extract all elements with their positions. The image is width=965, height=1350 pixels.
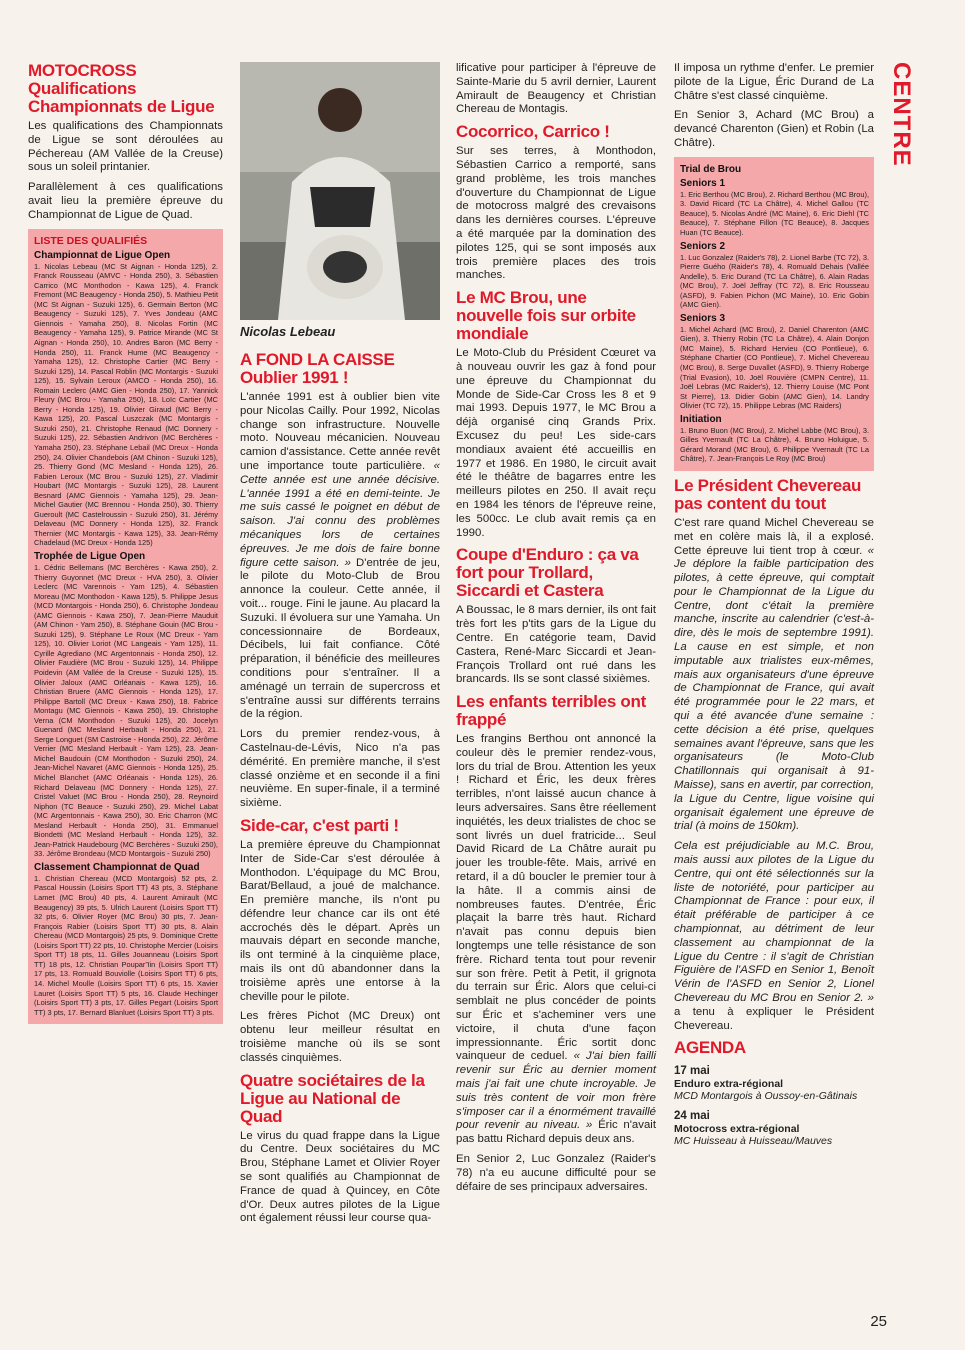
list-seniors-1: 1. Eric Berthou (MC Brou), 2. Richard Berthou (MC Brou), 3. David Ricard (TC La Châtre), 4. Michel Gallou (TC Beauce), 5. Nicolas André (MC Maine), 6. Eric Diehl (TC Beauce), 7. Stéphane Fillon (TC Beauce), 8. Jacques Huan (TC Beauce). [680,189,869,237]
list-seniors-2: 1. Luc Gonzalez (Raider's 78), 2. Lionel Barbe (TC 72), 3. Pierre Guého (Raider's 78), 4. Romuald Dehais (Vallée Andelle), 5. Eric Durand (TC La Châtre), 6. Alain Radas (MC Brou), 7. Joël Jeffray (TC 72), 8. Eric Rousseau (ASFD), 9. Fabien Pichon (MC Maine), 10. Eric Gobin (AMC Gien). [680,252,869,310]
subtitle-trophee: Trophée de Ligue Open [34,550,146,562]
list-open: 1. Nicolas Lebeau (MC St Aignan - Honda 125), 2. Franck Rousseau (AMVC - Honda 250), 3. Sébastien Carrico (MC Monthodon - Kawa 125), 4. Franck Fremont (MC Beaugency - Honda 250), 5. Mathieu Petit (MC St Aignan - Suzuki 125), 6. Germain Berton (MC Beaugency - Suzuki 125), 7. Yves Jondeau (AMC Giennois - Yamaha 250), 8. Nicolas Fortin (MC Beaugency - Yamaha 125), 9. Patrice Mirande (MC St Aignan - Honda 250), 10. Andres Baron (MC Berry - Honda 250), 11. Franck Hume (MC Beaugency - Yamaha 125), 12. Christophe Cartier (MC Berry - Suzuki 125), 14. Pascal Roblin (MC Montargis - Suzuki 125), 15. Sylvain Leroux (AMCO - Honda 250), 16. Romain Leclerc (AMC Gien - Honda 250), 17. Yannick Fleury (MC Brou - Yamaha 250), 18. Loïc Cartier (MC Berry - Honda 125), 19. Olivier Giraud (MC Berry - Kawa 125), 20. Pascal Luszczak (MC Montargis - Suzuki 250), 21. Christophe Renaud (MC Donnery - Suzuki 125), 22. Sébastien Andrivon (MC Berchères - Yamaha 250), 23. Stéphane Lebail (MC Dreux - Honda 250), 24. Olivier Chandebois (AM Chinon - Suzuki 125), 25. Thierry Gond (MC Mesland - Honda 125), 26. Fabien Leroux (MC Brou - Suzuki 125), 27. Vladimir Houbart (MC Montargis - Suzuki 125), 28. Laurent Besnard (AMC Giennois - Yamaha 125), 29. Jean-Michel Gautier (MC Brennou - Honda 250), 30. Thierry Gueroult (MC Castelroussin - Suzuki 250), 31. Jérémy Delaveau (MC Donnery - Honda 125), 32. Franck Thernier (MC Montargis - Kawa 125), 33. Jean-Rémy Chadelaud (MC Dreux - Honda 125) [34,261,218,548]
paragraph [674,840,874,1033]
paragraph: En Senior 2, Luc Gonzalez (Raider's 78) n'a eu aucune difficulté pour se défaire de ses principaux adversaires. [456,1153,656,1193]
paragraph [456,733,656,1147]
subtitle-seniors-2: Seniors 2 [680,240,726,252]
column-1 [28,62,223,1030]
column-4 [674,62,874,1151]
article-title-quad: Quatre sociétaires de la Ligue au National de Quad [240,1070,425,1126]
quote-span: « Cette année est une année décisive. L'année 1991 a été en demi-teinte. Je me suis cassé le poignet en début de saison. J'ai connu des problèmes mécaniques lors de certaines épreuves. Je me dois de faire bonne figure cette saison. » [240,459,440,569]
paragraph: En Senior 3, Achard (MC Brou) a devancé Charenton (Gien) et Robin (La Châtre). [674,109,874,149]
column-2 [240,62,440,1232]
agenda-date: 17 mai [674,1065,710,1078]
article-title-fond-caisse: A FOND LA CAISSE Oublier 1991 ! [240,350,395,387]
subtitle-open: Championnat de Ligue Open [34,249,171,261]
subtitle-seniors-1: Seniors 1 [680,177,726,189]
paragraph: La première épreuve du Championnat Inter de Side-Car s'est déroulée à Monthodon. L'équipage du MC Brou, Barat/Bellaud, a joué de malchance. En première manche, ils n'ont pu défendre leur chance car ils ont été accrochés dès le départ. Après un mauvais départ en seconde manche, ils ont terminé à la cinquième place, mais ils ont dû abandonner dans la troisième après une entorse à la cheville pour le pilote. [240,838,440,1003]
text-span: C'est rare quand Michel Chevereau se met en colère mais là, il a explosé. Cette épreuve lui tient trop à cœur. [674,516,874,557]
subtitle-quad: Classement Championnat de Quad [34,861,200,873]
list-seniors-3: 1. Michel Achard (MC Brou), 2. Daniel Charenton (AMC Gien), 3. Thierry Robin (TC La Châtre), 4. Alain Donjon (MC Maine), 5. Richard Hervieu (CO Pontlieue), 6. Stéphane Chartier (CO Pontlieue), 7. Michel Chevereau (MC Brou), 8. Serge Duvallet (ASFD), 9. Thierry Roberge (Trial Evasion), 10. Joël Rouvière (CMPN Centre), 11. Joël Lebras (MC Raider's), 12. Thierry Louise (MC Pont St Pierre), 13. Didier Gobin (AMC Gien), 14. Landry Olivier (TC 72), 15. Philippe Lebras (MC Raiders) [680,324,869,411]
article-title-mc-brou: Le MC Brou, une nouvelle fois sur orbite mondiale [456,288,636,344]
agenda-item [674,1065,874,1102]
article-title-president: Le Président Chevereau pas content du tout [674,475,862,513]
agenda-date: 24 mai [674,1110,710,1123]
text-span: D'entrée de jeu, le pilote du Moto-Club de Brou annonce la couleur. Cette année, il voit... rouge. Fini le jaune. Au placard la Suzuki. Il évoluera sur une Yamaha. Un concessionnaire de Bordeaux, Décibels, lui fait confiance. Côté préparation, il bénéficie des meilleures conditions pour s'entraîner. Il a aménagé un terrain de supercross et s'entraîne aussi sur différents terrains de la région. [240,556,440,721]
agenda-item [674,1110,874,1147]
article-title-enduro: Coupe d'Enduro : ça va fort pour Trollard, Siccardi et Castera [456,545,639,601]
text-span: a tenu à expliquer le Président Chevereau. [674,1005,874,1032]
quote-span: « J'ai bien failli revenir sur Éric au dernier moment mais j'ai fait une chute incroyable. Je suis très content de voir mon frère s'imposer car il a énormément travaillé pour revenir au niveau. » [456,1050,656,1132]
intro-paragraph-2: Parallèlement à ces qualifications avait lieu la première épreuve du Championnat de Ligue de Quad. [28,181,223,221]
box-title: Trial de Brou [680,163,742,175]
section-title: CENTRE [888,62,915,167]
rider-photo [240,62,440,320]
column-3 [456,62,656,1200]
text-span: Éric n'avait pas battu Richard depuis deux ans. [456,1119,656,1146]
agenda-title: AGENDA [674,1038,746,1058]
paragraph: Il imposa un rythme d'enfer. Le premier pilote de la Ligue, Éric Durand de La Châtre s'est classé cinquième. [674,62,874,102]
article-title-enfants: Les enfants terribles ont frappé [456,692,646,730]
list-initiation: 1. Bruno Buon (MC Brou), 2. Michel Labbe (MC Brou), 3. Gilles Yvernault (TC La Châtre), 4. Bruno Holuigue, 5. Gérard Morand (MC Brou), 6. Philippe Yvernault (TC La Châtre), 7. Jean-François Le Roy (MC Brou) [680,425,869,464]
article-title-motocross: MOTOCROSS Qualifications Championnats de Ligue [28,61,215,116]
agenda-place: MCD Montargois à Oussoy-en-Gâtinais [674,1090,858,1103]
page-number: 25 [870,1313,887,1330]
paragraph: A Boussac, le 8 mars dernier, ils ont fait très fort les p'tits gars de la Ligue du Centre. En catégorie team, David Castera, René-Marc Siccardi et Jean-François Trollard ont rué dans les brancards. Ils se sont classé sixièmes. [456,604,656,686]
quote-span: « Je déplore la faible participation des pilotes, à cette épreuve, qui comptait pour le Championnat de la Ligue du Centre, dont c'était la première manche, inscrite au calendrier (c'est-à-dire, dès le mois de septembre 1991). La cause en est simple, et non imputable aux trialistes eux-mêmes, mais aux organisateurs d'une épreuve de Championnat de France, qui avait été programmée pour le 22 mars, et qui a été avancée d'une semaine : cette décision a été prise, quelques semaines avant l'épreuve, sans que les organisateurs (le Moto-Club Chatillonnais qui organisait à 91-Maisse), sans en avertir, par correction, la Ligue du Centre, ligue voisine qui organisait également une épreuve de trial (à moins de 150km). [674,544,874,833]
article-title-side-car: Side-car, c'est parti ! [240,815,399,835]
paragraph [240,391,440,722]
paragraph: Le virus du quad frappe dans la Ligue du Centre. Deux sociétaires du MC Brou, Stéphane Lamet et Olivier Royer se sont qualifiés au Championnat de France de quad à Quincey, en Côte d'Or. Deux autres pilotes de la Ligue ont également réussi leur course qua- [240,1129,440,1225]
text-span: L'année 1991 est à oublier bien vite pour Nicolas Cailly. Pour 1992, Nicolas change son infrastructure. Nouvelle moto. Nouveau mécanicien. Nouveau camion d'assistance. Cette année revêt une importance toute particulière. [240,391,440,472]
paragraph: lificative pour participer à l'épreuve de Sainte-Marie du 5 avril dernier, Laurent Amirault de Beaugency et Christian Chereau de Montagis. [456,62,656,116]
text-span: Les frangins Berthou ont annoncé la couleur dès le premier rendez-vous, lors du trial de Brou. Attention les yeux ! Richard et Éric, les deux frères terribles, n'ont laissé aucun chance à leurs adversaires. Sans être réellement inquiétés, les deux trialistes de choc se sont livrés un duel fratricide... Seul David Ricard de La Châtre aurait pu jouer les trouble-fête. Mais, arrivé en retard, il a dû boucler le premier tour à la hâte. Il a commis ainsi de nombreuses fautes. D'entrée, Éric plaçait la barre très haut. Richard n'avait pas connu depuis bien longtemps une telle résistance de son frère. Richard tenta tout pour revenir sur son frère. Petit à Petit, il grignota du terrain sur Éric. Alors que celui-ci semblait ne plus concéder de points sur Éric et s'acheminer vers une victoire, il chuta d'une façon impressionnante. Éric sortit donc vainqueur de ceduel. [456,733,656,1063]
paragraph [674,517,874,834]
subtitle-initiation: Initiation [680,413,722,425]
box-title: LISTE DES QUALIFIÉS [34,234,148,247]
subtitle-seniors-3: Seniors 3 [680,312,726,324]
agenda-place: MC Huisseau à Huisseau/Mauves [674,1135,833,1148]
rider-illustration [240,62,440,320]
trial-results-box [674,157,874,471]
article-title-cocorrico: Cocorrico, Carrico ! [456,122,610,142]
agenda-event: Enduro extra-régional [674,1078,784,1091]
quote-span: Cela est préjudiciable au M.C. Brou, mais aussi aux pilotes de la Ligue du Centre, qui ont été sélectionnés sur la liste de notoriété, pour participer au Championnat de France : pour eux, il était préférable de participer à ce championnat, au détriment de leur classement au championnat de la Ligue du Centre : il s'agit de Christian Figuière de l'ASFD en Senior 1, Benoît Vérin de l'ASFD en Senior 2, Lionel Chevereau du MC Brou en Senior 2. » [674,840,874,1004]
qualified-list-box [28,229,223,1025]
list-quad: 1. Christian Chereau (MCD Montargois) 52 pts, 2. Pascal Houssin (Loisirs Sport TT) 43 pts, 3. Stéphane Lamet (MC Brou) 40 pts, 4. Laurent Amirault (MC Beaugency) 39 pts, 5. Ulrich Laurent (Loisirs Sport TT) 32 pts, 6. Olivier Royer (MC Brou) 30 pts, 7. Jean-François Rabier (Loisirs Sport TT) 30 pts, 8. Alain Chereau (MCD Montargois) 25 pts, 9. Dominique Crette (Loisirs Sport TT) 22 pts, 10. Christophe Mercier (Loisirs Sport TT) 18 pts, 11. Gilles Jouanneau (Loisirs Sport TT) 18 pts, 12. Christian Pouparדin (Loisirs Sport TT) 17 pts, 13. Romuald Bouviolle (Loisirs Sport TT) 6 pts, 14. Michel Moulle (Loisirs Sport TT) 6 pts, 15. Xavier Lauret (Loisirs Sport TT) 5 pts, 16. Claude Hechinger (Loisirs Sport TT) 3 pts, 17. Gilles Pegart (Loisirs Sport TT) 3 pts, 17. Bernard Blanluet (Loisirs Sport TT) 3 pts. [34,873,218,1017]
paragraph: Le Moto-Club du Président Cœuret va à nouveau ouvrir les gaz à fond pour une épreuve du Championnat du Monde de Side-Car Cross les 8 et 9 mai 1993. Depuis 1977, le MC Brou a déjà organisé cinq Grands Prix. Excusez du peu! Les side-cars mondiaux avaient été accueillis en 1977 et 1986. En 1980, le circuit avait été le théâtre de bagarres entre les meilleurs pilotes en 250. Il avait reçu en 1984 les ténors de l'épreuve reine, les 500cc. Le club avait remis ça en 1990. [456,347,656,539]
intro-paragraph: Les qualifications des Championnats de Ligue se sont déroulées au Péchereau (AM Vallée de la Creuse) sous un soleil printanier. [28,120,223,174]
paragraph: Sur ses terres, à Monthodon, Sébastien Carrico a remporté, sans grand problème, les trois manches d'ouverture du Championnat de Ligue de motocross malgré des crevaisons dans les dernières courses. L'épreuve a été marquée par la domination des pilotes 125, qui se sont imposés aux trois première places des trois manches. [456,145,656,282]
paragraph: Lors du premier rendez-vous, à Castelnau-de-Lévis, Nico n'a pas démérité. En première manche, il s'est classé onzième et en seconde il a fini neuvième. En super-finale, il a terminé sixième. [240,728,440,810]
paragraph: Les frères Pichot (MC Dreux) ont obtenu leur meilleur résultat en troisième manche où ils se sont classés cinquièmes. [240,1010,440,1064]
agenda-event: Motocross extra-régional [674,1123,800,1136]
list-trophee: 1. Cédric Bellemans (MC Berchères - Kawa 250), 2. Thierry Guyonnet (MC Dreux - HVA 250), 3. Olivier Leclerc (MC Varennois - Yam 125), 4. Sébastien Moreau (MC Monthodon - Kawa 125), 5. Philippe Jesus (MCD Montargois - Honda 250), 6. Christophe Jondeau (AMC Giennois - Kawa 250), 7. Jean-Pierre Mauduit (AM Chinon - Yam 250), 8. Stéphane Gouin (MC Brou - Suzuki 125), 9. Stéphane Le Roux (MC Dreux - Yam 125), 10. Olivier Loriot (MC Langeais - Yam 125), 11. Cyrille Agrediano (MC Argentonnais - Honda 250), 12. Olivier Faudière (MC Brou - Suzuki 125), 14. Philippe Poidevin (AM Vallée de la Creuse - Suzuki 125), 15. Olivier Jaloux (AMC Orléanais - Kawa 125), 16. Christian Bruere (AMC Giennois - Honda 125), 17. Philippe Bartoll (MC Dreux - Kawa 250), 18. Fabrice Montagu (MC Giennois - Kawa 250), 19. Christophe Verna (CM Monthodon - Suzuki 125), 20. Jocelyn Guenard (MC Mesland Herbault - Honda 250), 21. Serge Longuet (SM Castroise - Honda 250), 22. Jérôme Verrier (MC Mesland Herbault - Yam 125), 23. Jean-Michel Baudouin (CM Monthodon - Suzuki 250), 24. Jean-Michel Navaret (AMC Giennois - Honda 125), 25. Michel Blanchet (AMC Orléanais - Honda 125), 26. Richard Delaveau (MC Donnery - Honda 125), 27. Cristel Valuet (MC Brou - Honda 250), 28. Reynoird Niphon (TC Beauce - Suzuki 250), 29. Michel Labat (MC Argentonnais - Kawa 250), 30. Eric Charron (MC Mesland Herbault - Honda 250), 31. Emmanuel Biondetti (MC Mesland Herbault - Honda 125), 32. Jean-Patrick Haudebourg (MC Berchères - Suzuki 250), 33. Jérôme Brondeau (MCD Montargois - Suzuki 250) [34,562,218,859]
photo-caption: Nicolas Lebeau [240,324,336,339]
